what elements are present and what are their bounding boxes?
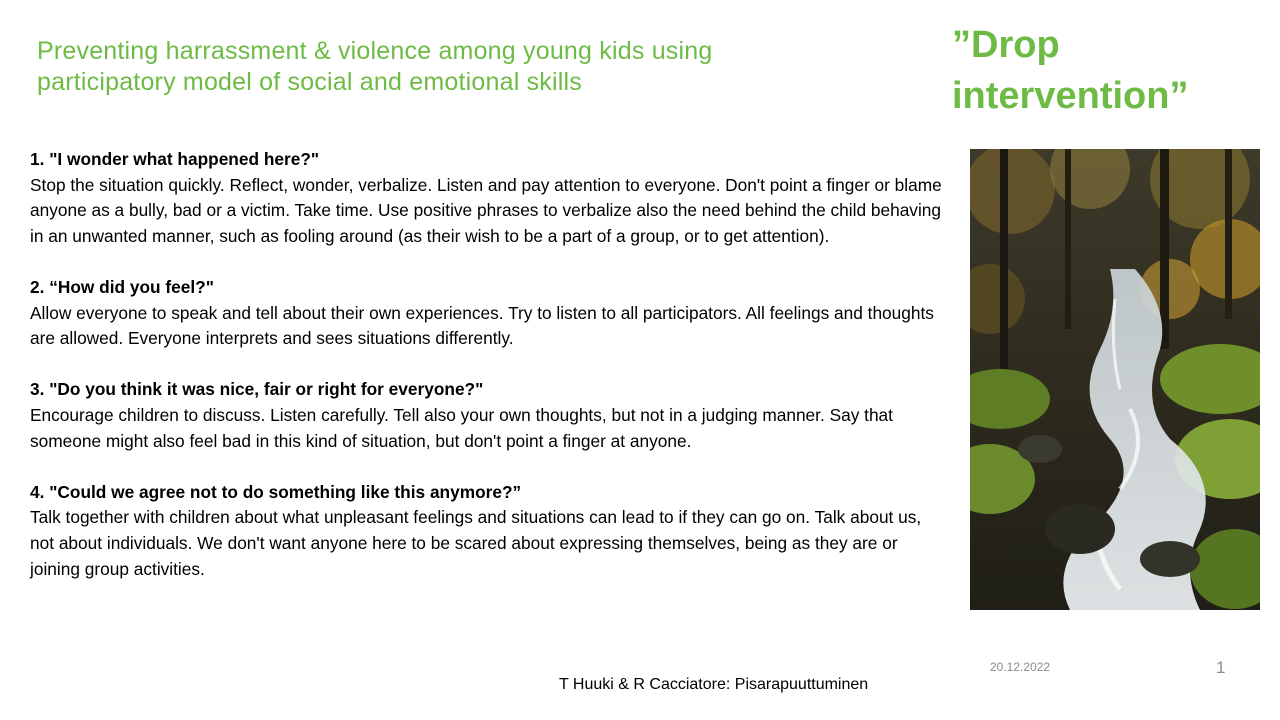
step-heading: 3. "Do you think it was nice, fair or right for everyone?" <box>30 379 484 400</box>
subtitle-line-2: participatory model of social and emotional skills <box>37 68 582 96</box>
page-number: 1 <box>1216 658 1226 677</box>
slide-date: 20.12.2022 <box>990 660 1051 674</box>
title-line-1: ”Drop <box>952 24 1060 66</box>
step-1 <box>30 147 945 249</box>
step-2 <box>30 275 945 352</box>
step-body: Allow everyone to speak and tell about their own experiences. Try to listen to all participators. All feelings and thoughts are allowed. Everyone interprets and sees situations differently. <box>30 302 934 349</box>
step-heading: 2. “How did you feel?" <box>30 276 214 297</box>
step-body: Talk together with children about what unpleasant feelings and situations can lead to if they can go on. Talk about us, not about individuals. We don't want anyone here to be scared about expressing themselves, being as they are or joining group activities. <box>30 507 922 579</box>
step-body: Encourage children to discuss. Listen carefully. Tell also your own thoughts, but not in a judging manner. Say that someone might also feel bad in this kind of situation, but don't point a finger at anyone. <box>30 404 893 451</box>
step-heading: 1. "I wonder what happened here?" <box>30 149 320 169</box>
stream-photo <box>970 149 1260 610</box>
steps-list <box>30 147 945 608</box>
subtitle-line-1: Preventing harrassment & violence among young kids using <box>37 37 713 65</box>
title-line-2: intervention” <box>952 75 1189 117</box>
footer-credit: T Huuki & R Cacciatore: Pisarapuuttuminen <box>559 676 869 693</box>
step-4 <box>30 480 945 582</box>
slide-title <box>952 20 1272 122</box>
step-heading: 4. "Could we agree not to do something like this anymore?” <box>30 481 522 502</box>
step-body: Stop the situation quickly. Reflect, wonder, verbalize. Listen and pay attention to everyone. Don't point a finger or blame anyone as a bully, bad or a victim. Take time. Use positive phrases to verbalize also the need behind the child behaving in an unwanted manner, such as fooling around (as their wish to be a part of a group, or to get attention). <box>30 174 942 246</box>
step-3 <box>30 377 945 454</box>
slide-subtitle <box>37 36 837 98</box>
